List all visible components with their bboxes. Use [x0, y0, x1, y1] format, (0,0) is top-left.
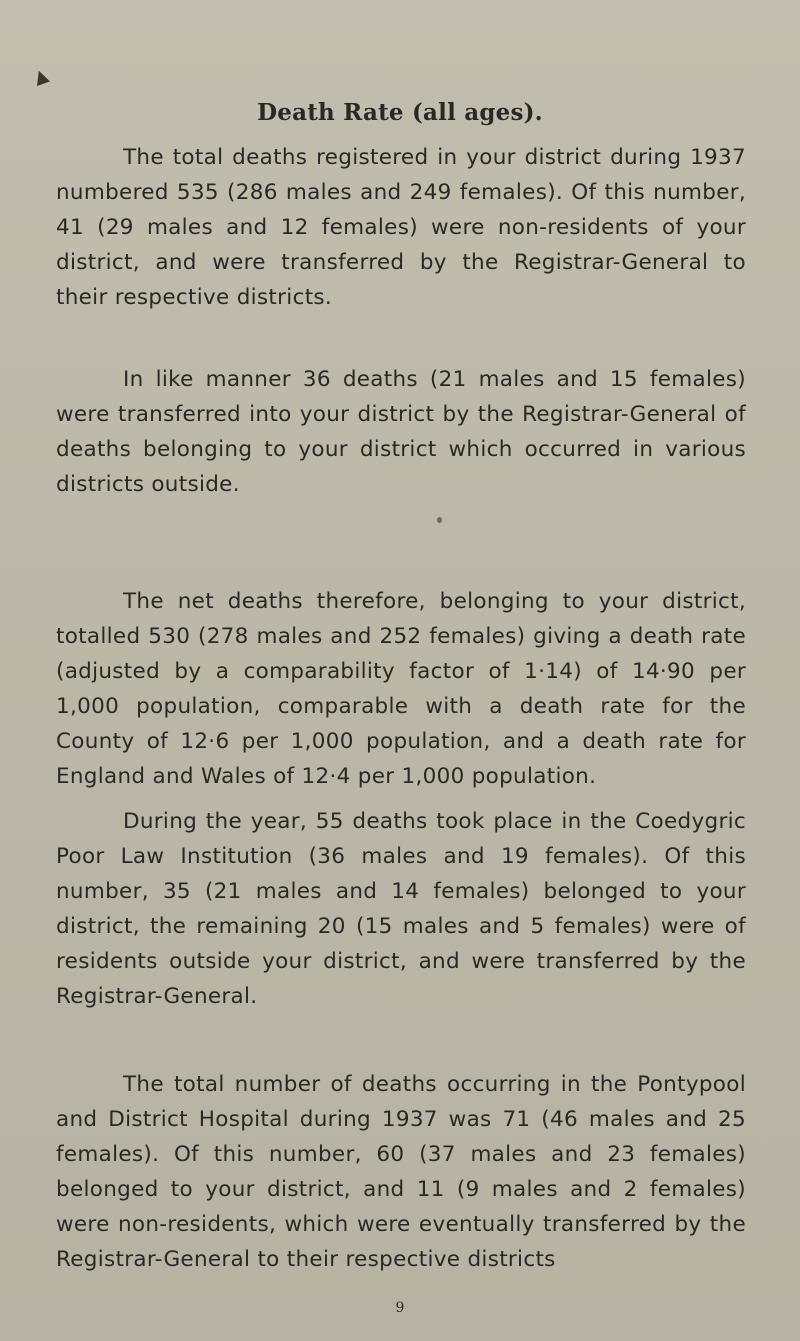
paragraph-net-deaths: The net deaths therefore, belonging to your district, totalled 530 (278 males and 252 females) giving a death rate (adjusted by a comparability factor of 1·14) of 14·90 per 1,000 population, comparable with a death rate for the County of 12·6 per 1,000 population, and a death rate for England and Wales of 12·4 per 1,000 population.	[56, 589, 746, 789]
paragraph-institution-deaths: During the year, 55 deaths took place in the Coedygric Poor Law Institution (36 males and 19 females). Of this number, 35 (21 males and 14 females) belonged to your district, the remaining 20 (15 males and 5 females) were of residents outside your district, and were transferred by the Registrar-General.	[56, 809, 746, 1009]
page-number: 9	[395, 1300, 405, 1316]
ink-speck	[437, 517, 442, 523]
page-title: Death Rate (all ages).	[257, 99, 543, 127]
paragraph-total-deaths: The total deaths registered in your district during 1937 numbered 535 (286 males and 249 females). Of this number, 41 (29 males and 12 females) were non-residents of your district, and were transferred by the Registrar-General to their respective districts.	[56, 145, 746, 310]
paragraph-hospital-deaths: The total number of deaths occurring in the Pontypool and District Hospital during 1937 was 71 (46 males and 25 females). Of this number, 60 (37 males and 23 females) belonged to your district, and 11 (9 males and 2 females) were non-residents, which were eventually transferred by the Registrar-General to their respective districts	[56, 1072, 746, 1272]
ink-mark-icon: ▲	[30, 64, 52, 89]
paragraph-transferred-in: In like manner 36 deaths (21 males and 15 females) were transferred into your district by the Registrar-General of deaths belonging to your district which occurred in various districts outside.	[56, 367, 746, 497]
